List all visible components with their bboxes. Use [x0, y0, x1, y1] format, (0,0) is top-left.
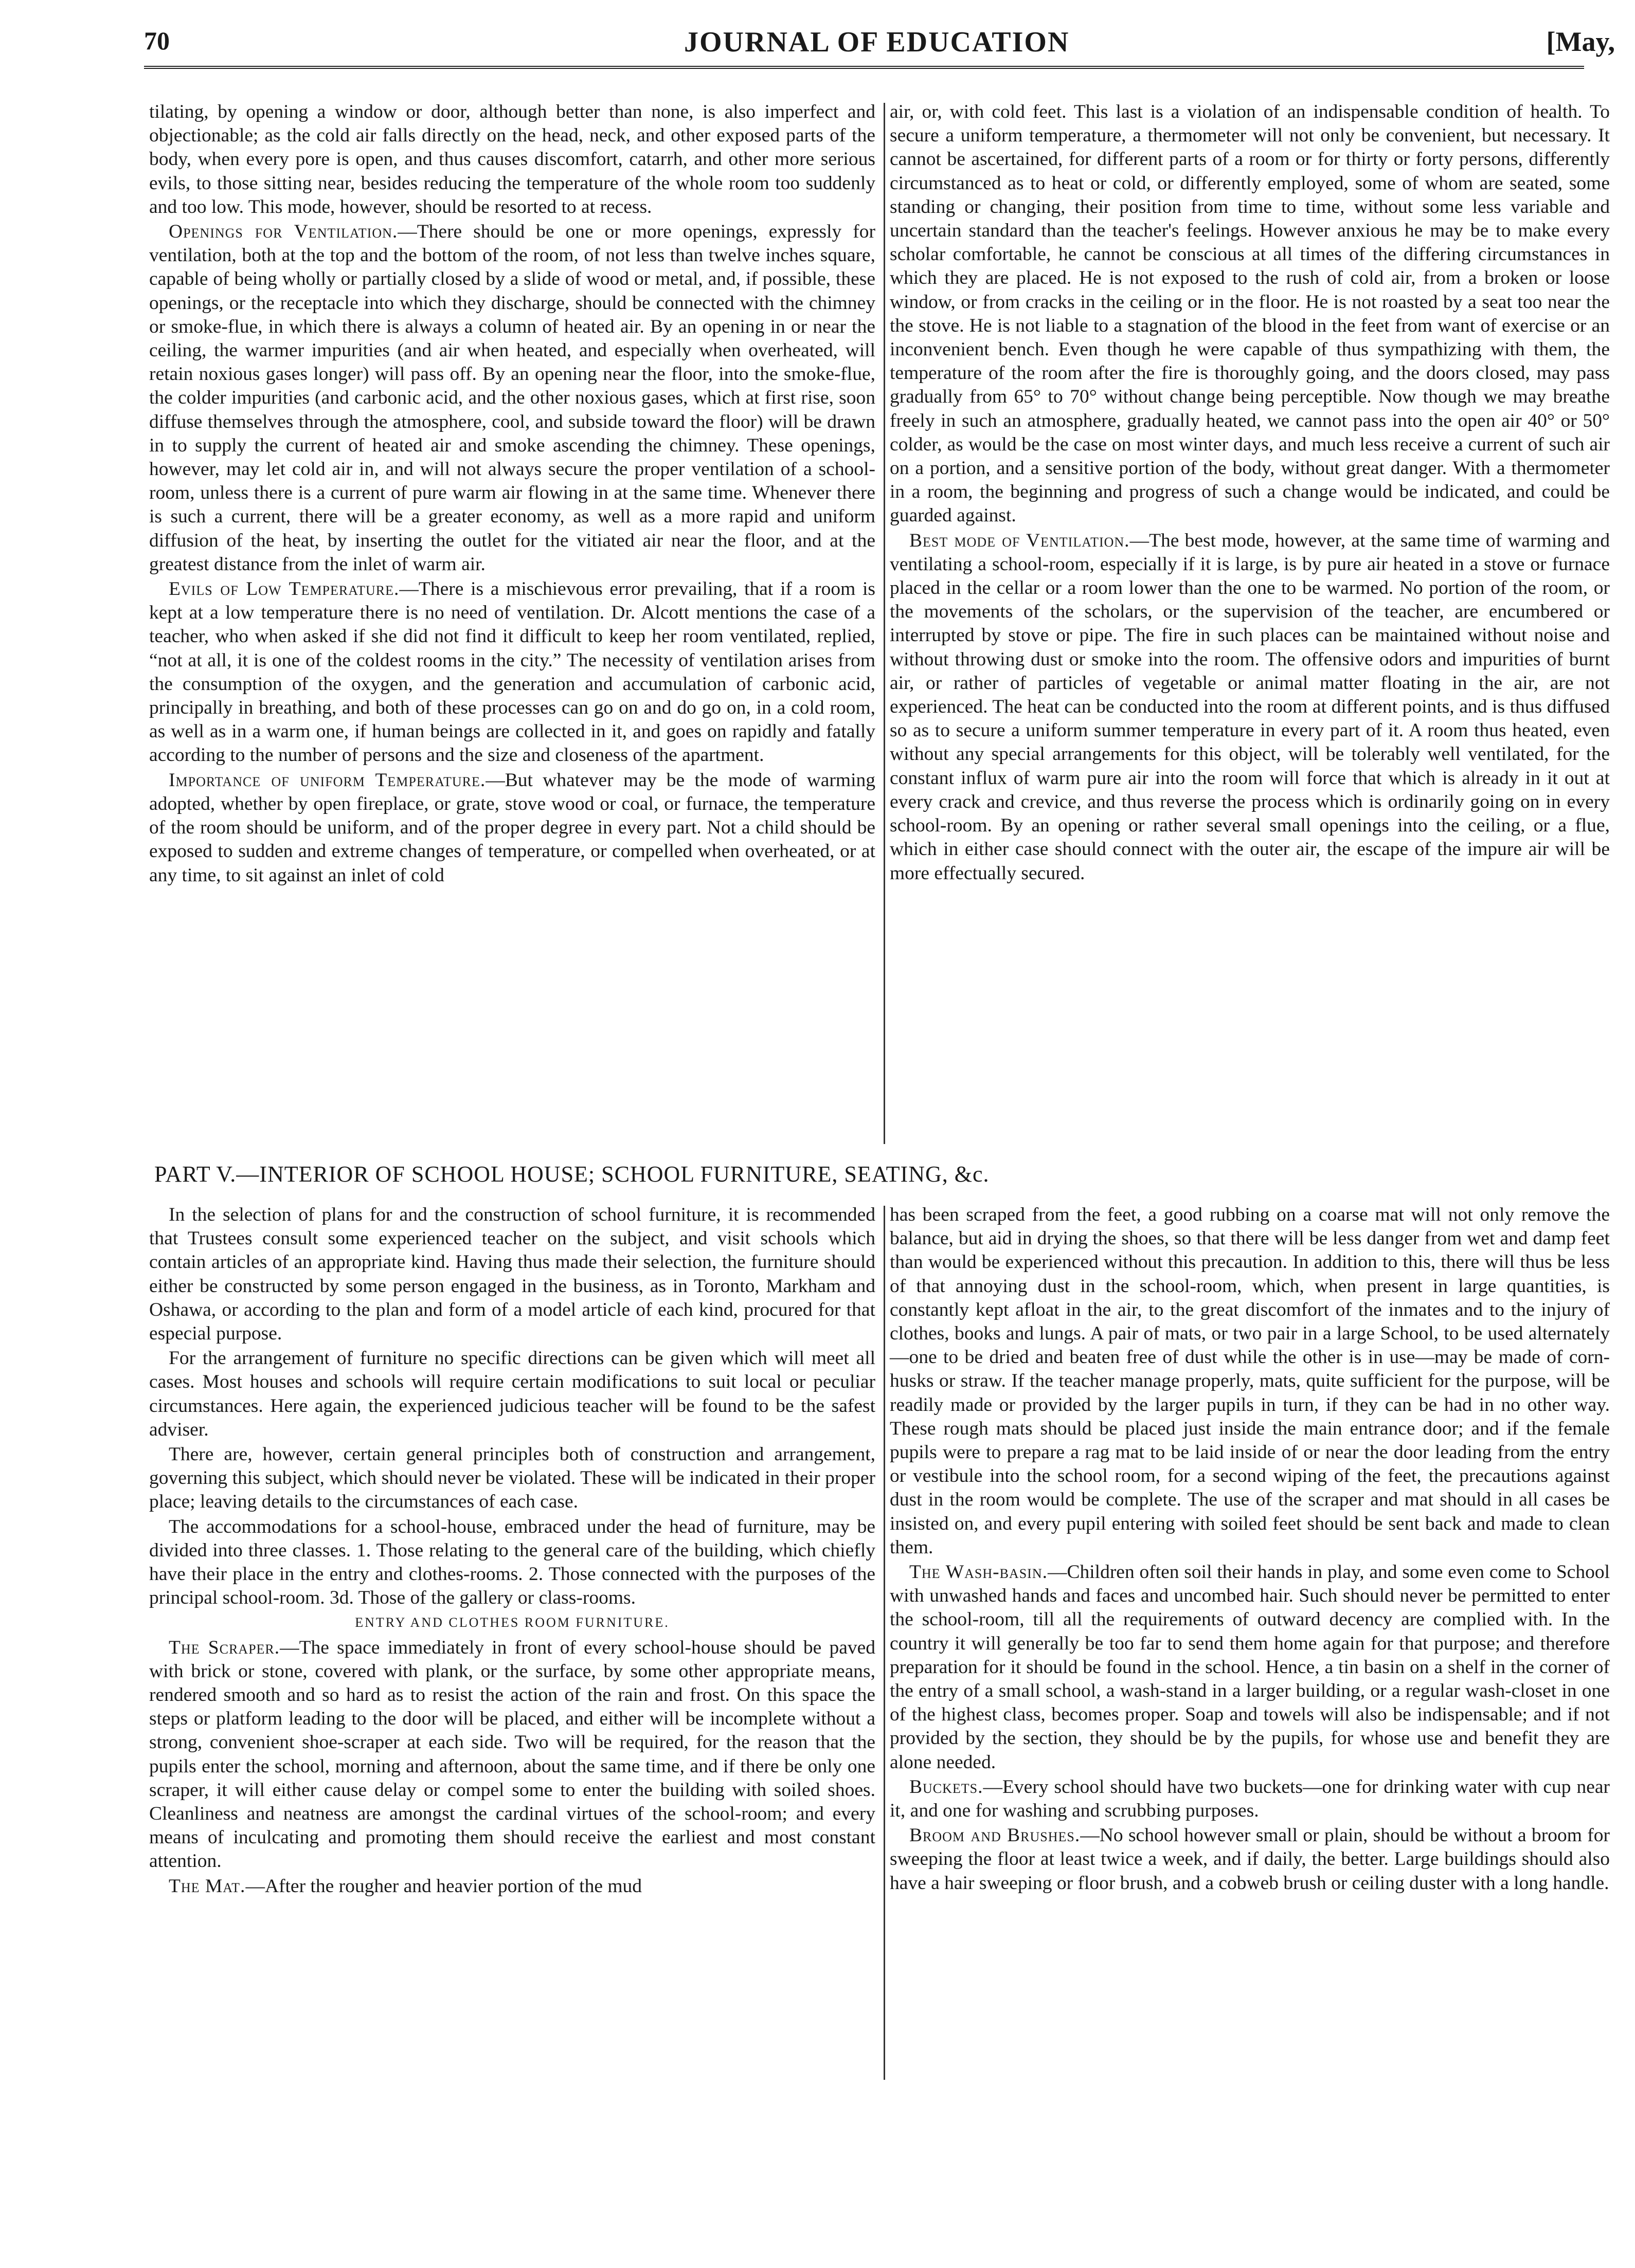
- page-number: 70: [144, 26, 170, 55]
- paragraph-text: —There is a mischievous error prevailing, that if a room is kept at a low temperature there is no need of ventilation. Dr. Alcott mentions the case of a teacher, who when asked if she did not find it difficult to keep her room ventilated, replied, “not at all, it is one of the coldest rooms in the city.” The necessity of ventilation arises from the consumption of the oxygen, and the generation and accumulation of carbonic acid, principally in breathing, and both of these processes can go on and do go on, in a cold room, as well as in a warm one, if human beings are collected in it, and goes on rapidly and fatally according to the number of persons and the size and closeness of the apartment.: [149, 578, 875, 766]
- paragraph: [149, 1515, 875, 1610]
- paragraph-text: —The best mode, however, at the same time of warming and ventilating a school-room, especially if it is large, is by pure air heated in a stove or furnace placed in the cellar or a room lower than the one to be warmed. No portion of the room, or the movements of the scholars, or the supervision of the teacher, are encumbered or interrupted by stove or pipe. The fire in such places can be maintained without noise and without throwing dust or smoke into the room. The offensive odors and impurities of burnt air, or rather of particles of vegetable or animal matter floating in the air, are not experienced. The heat can be conducted into the room at different points, and is thus diffused so as to secure a uniform summer temperature in every part of it. A room thus heated, even without any special arrangements for this object, will be tolerably well ventilated, for the constant influx of warm pure air into the room will force that which is already in it out at every crack and crevice, and thus reverse the process which is ordinarily going on in every school-room. By an opening or rather several small openings into the ceiling, or a flue, which in either case should connect with the outer air, the escape of the impure air will be more effectually secured.: [890, 530, 1610, 884]
- top-right-column: [890, 100, 1610, 885]
- paragraph: [149, 1347, 875, 1442]
- top-left-column: [149, 100, 875, 887]
- paragraph-lead: Best mode of Ventilation.: [909, 530, 1130, 551]
- paragraph-text: air, or, with cold feet. This last is a violation of an indispensable condition of health. To secure a uniform temperature, a thermometer will not only be convenient, but necessary. It cannot be ascertained, for different parts of a room or for thirty or forty persons, differently circumstanced as to heat or cold, or differently employed, some of whom are seated, some standing or changing, their position from time to time, without some less variable and uncertain standard than the teacher's feelings. However anxious he may be to make every scholar comfortable, he cannot be conscious at all times of the differing circumstances in which they are placed. He is not exposed to the rush of cold air, from a broken or loose window, or from cracks in the ceiling or in the floor. He is not roasted by a seat too near the the stove. He is not liable to a stagnation of the blood in the feet from want of exercise or an inconvenient bench. Even though he were capable of thus sympathizing with them, the temperature of the room after the fire is thoroughly going, and the doors closed, may pass gradually from 65° to 70° without change being perceptible. Now though we may breathe freely in such an atmosphere, gradually heated, we cannot pass into the open air 40° or 50° colder, as would be the case on most winter days, and much less receive a current of such air on a portion, and a sensitive portion of the body, without great danger. With a thermometer in a room, the beginning and progress of such a change would be indicated, and could be guarded against.: [890, 101, 1610, 527]
- paragraph: [890, 100, 1610, 528]
- paragraph: [149, 220, 875, 576]
- paragraph-text: has been scraped from the feet, a good rubbing on a coarse mat will not only remove the balance, but aid in drying the shoes, so that there will be less danger from wet and damp feet than would be experienced without this precaution. In addition to this, there will thus be less of that annoying dust in the school-room, which, when present in large quantities, is constantly kept afloat in the air, to the great discomfort of the inmates and to the injury of clothes, books and lungs. A pair of mats, or two pair in a large School, to be used alternately—one to be dried and beaten free of dust while the other is in use—may be made of corn-husks or straw. If the teacher manage properly, mats, quite sufficient for the purpose, will be readily made or provided by the larger pupils in turn, if they can be had in no other way. These rough mats should be placed just inside the main entrance door; and if the female pupils were to prepare a rag mat to be laid inside of or near the door leading from the entry or vestibule into the school room, for a second wiping of the feet, the precautions against dust in the room would be complete. The use of the scraper and mat should in all cases be insisted on, and every pupil entering with soiled feet should be sent back and made to clean them.: [890, 1204, 1610, 1558]
- paragraph-text: —After the rougher and heavier portion of the mud: [245, 1875, 642, 1897]
- paragraph-text: For the arrangement of furniture no specific directions can be given which will meet all cases. Most houses and schools will require certain modifications to suit local or peculiar circumstances. Here again, the experienced judicious teacher will be found to be the safest adviser.: [149, 1348, 875, 1440]
- paragraph-text: —No school however small or plain, should be without a broom for sweeping the floor at least twice a week, and if daily, the better. Large buildings should also have a hair sweeping or floor brush, and a cobweb brush or ceiling duster with a long handle.: [890, 1825, 1610, 1894]
- paragraph: [149, 1875, 875, 1898]
- paragraph: [149, 1636, 875, 1874]
- paragraph-lead: Importance of uniform Temperature.: [169, 769, 486, 791]
- paragraph-text: In the selection of plans for and the construction of school furniture, it is recommended that Trustees consult some experienced teacher on the subject, and visit schools which contain articles of an appropriate kind. Having thus made their selection, the furniture should either be constructed by some person engaged in the business, as in Toronto, Markham and Oshawa, or according to the plan and form of a model article of each kind, procured for that especial purpose.: [149, 1204, 875, 1345]
- page-header: [144, 26, 1615, 57]
- paragraph-lead: The Wash-basin.: [909, 1562, 1048, 1583]
- paragraph-text: There are, however, certain general principles both of construction and arrangement, governing this subject, which should never be violated. These will be indicated in their proper place; leaving details to the circumstances of each case.: [149, 1444, 875, 1513]
- part-heading: PART V.—INTERIOR OF SCHOOL HOUSE; SCHOOL FURNITURE, SEATING, &c.: [154, 1162, 990, 1187]
- paragraph: [149, 100, 875, 219]
- paragraph-text: The accommodations for a school-house, embraced under the head of furniture, may be divided into three classes. 1. Those relating to the general care of the building, which chiefly have their place in the entry and clothes-rooms. 2. Those connected with the purposes of the principal school-room. 3d. Those of the gallery or class-rooms.: [149, 1516, 875, 1609]
- paragraph-lead: Broom and Brushes.: [909, 1825, 1081, 1846]
- paragraph-text: —But whatever may be the mode of warming adopted, whether by open fireplace, or grate, stove wood or coal, or furnace, the temperature of the room should be uniform, and of the proper degree in every part. Not a child should be exposed to sudden and extreme changes of temperature, or compelled when overheated, or at any time, to sit against an inlet of cold: [149, 769, 875, 886]
- column-divider: [884, 1206, 885, 2080]
- paragraph-text: —The space immediately in front of every school-house should be paved with brick or stone, covered with plank, or the surface, by some other appropriate means, rendered smooth and so hard as to resist the action of the rain and frost. On this space the steps or platform leading to the door will be placed, and either will be incomplete without a strong, convenient shoe-scraper at each side. Two will be required, for the reason that the pupils enter the school, morning and afternoon, about the same time, and if there be only one scraper, it will either cause delay or compel some to enter the building with soiled shoes. Cleanliness and neatness are amongst the cardinal virtues of the school-room; and every means of inculcating and promoting them should receive the earliest and most constant attention.: [149, 1637, 875, 1872]
- bottom-left-column: [149, 1203, 875, 1898]
- paragraph-lead: The Scraper.: [169, 1637, 280, 1658]
- paragraph: [149, 577, 875, 768]
- paragraph: [149, 1203, 875, 1346]
- section-subheading: ENTRY AND CLOTHES ROOM FURNITURE.: [355, 1615, 670, 1630]
- header-rule: [144, 66, 1584, 69]
- paragraph-lead: Buckets.: [909, 1776, 983, 1798]
- paragraph: [890, 529, 1610, 885]
- paragraph-text: —Children often soil their hands in play, and some even come to School with unwashed hands and faces and uncombed hair. Such should never be permitted to enter the school-room, till all the requirements of outward decency are complied with. In the country it will generally be too far to send them home again for that purpose; and therefore preparation for it should be found in the school. Hence, a tin basin on a shelf in the corner of the entry of a small school, a wash-stand in a larger building, or a regular wash-closet in one of the highest class, becomes proper. Soap and towels will also be indispensable; and if not provided by the section, they should be by the pupils, for whose use and benefit they are alone needed.: [890, 1562, 1610, 1773]
- paragraph-lead: The Mat.: [169, 1875, 246, 1897]
- paragraph: [890, 1775, 1610, 1823]
- paragraph-lead: Evils of Low Temperature.: [169, 578, 400, 600]
- paragraph: [890, 1203, 1610, 1559]
- paragraph-text: —There should be one or more openings, expressly for ventilation, both at the top and the bottom of the room, of not less than twelve inches square, capable of being wholly or partially closed by a slide of wood or metal, and, if possible, these openings, or the receptacle into which they discharge, should be connected with the chimney or smoke-flue, in which there is always a column of heated air. By an opening in or near the ceiling, the warmer impurities (and air when heated, and especially when overheated, will retain noxious gases longer) will pass off. By an opening near the floor, into the smoke-flue, the colder impurities (and carbonic acid, and the other noxious gases, which at first rise, soon diffuse themselves through the atmosphere, cool, and subside toward the floor) will be drawn in to supply the current of heated air and smoke ascending the chimney. These openings, however, may let cold air in, and will not always secure the proper ventilation of a school-room, unless there is a current of pure warm air flowing in at the same time. Whenever there is such a current, there will be a greater economy, as well as a more rapid and uniform diffusion of the heat, by inserting the outlet for the vitiated air near the floor, and at the greatest distance from the inlet of warm air.: [149, 221, 876, 575]
- paragraph-text: —Every school should have two buckets—one for drinking water with cup near it, and one for washing and scrubbing purposes.: [890, 1776, 1610, 1822]
- journal-title: JOURNAL OF EDUCATION: [684, 26, 1070, 58]
- month-label: [May,: [1546, 26, 1615, 57]
- paragraph: [890, 1561, 1610, 1774]
- paragraph: [890, 1824, 1610, 1895]
- column-divider: [884, 103, 885, 1144]
- paragraph-lead: Openings for Ventilation.: [169, 221, 398, 243]
- paragraph-text: tilating, by opening a window or door, although better than none, is also imperfect and objectionable; as the cold air falls directly on the head, neck, and other exposed parts of the body, when every pore is open, and thus causes discomfort, catarrh, and other more serious evils, to those sitting near, besides reducing the temperature of the whole room too suddenly and too low. This mode, however, should be resorted to at recess.: [149, 101, 875, 217]
- paragraph: [149, 1443, 875, 1514]
- paragraph: [149, 769, 875, 887]
- bottom-right-column: [890, 1203, 1610, 1895]
